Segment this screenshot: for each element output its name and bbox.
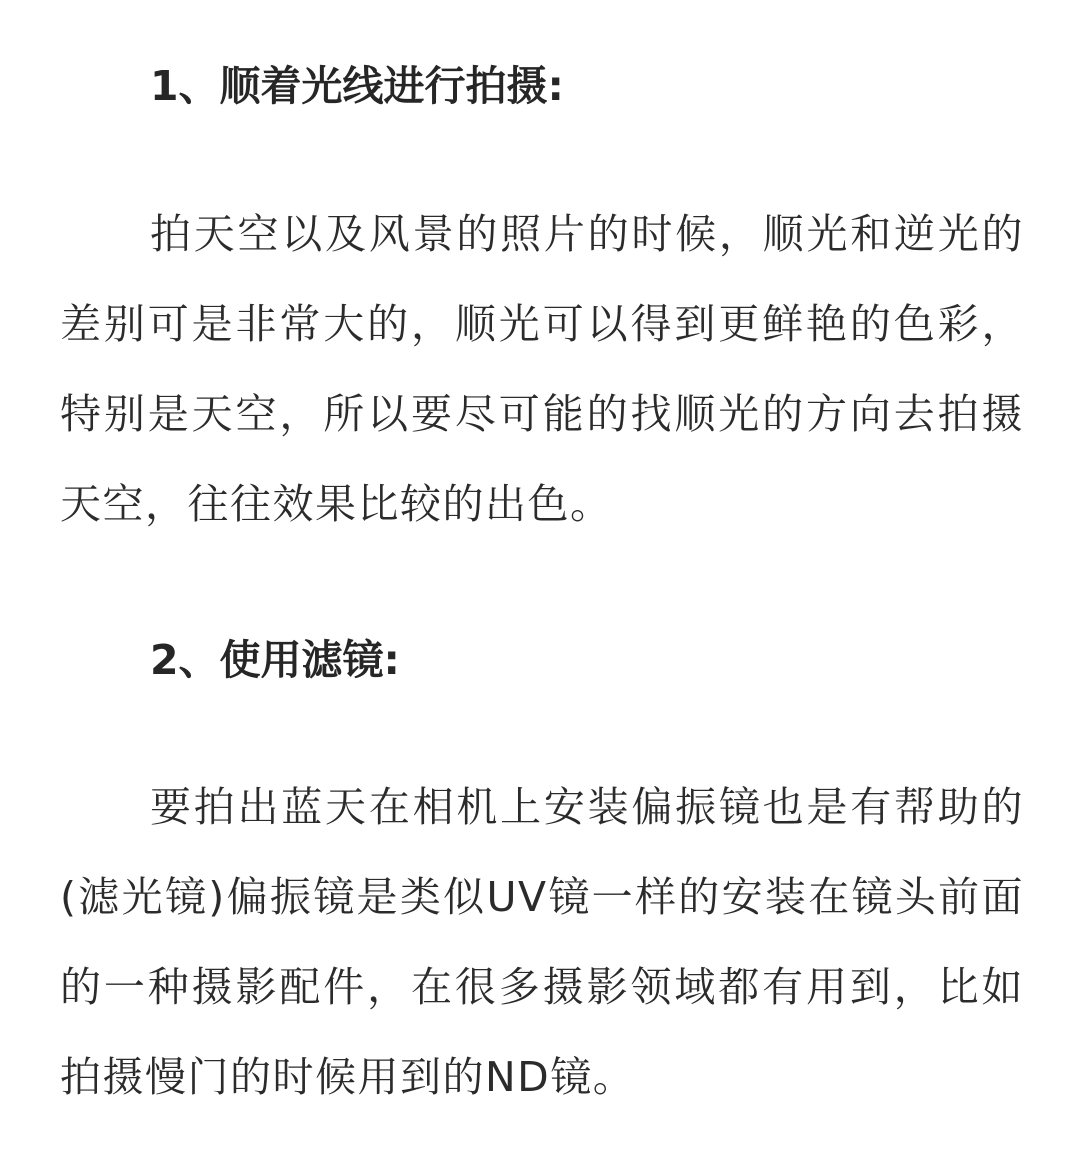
section-heading-1: 1、顺着光线进行拍摄: bbox=[150, 62, 564, 110]
section-paragraph-2: 要拍出蓝天在相机上安装偏振镜也是有帮助的(滤光镜)偏振镜是类似UV镜一样的安装在镜头前面的一种摄影配件，在很多摄影领域都有用到，比如拍摄慢门的时候用到的ND镜。 bbox=[60, 783, 1024, 1101]
section-heading-2: 2、使用滤镜: bbox=[150, 636, 400, 684]
section-paragraph-1: 拍天空以及风景的照片的时候，顺光和逆光的差别可是非常大的，顺光可以得到更鲜艳的色彩，特别是天空，所以要尽可能的找顺光的方向去拍摄天空，往往效果比较的出色。 bbox=[60, 210, 1024, 528]
